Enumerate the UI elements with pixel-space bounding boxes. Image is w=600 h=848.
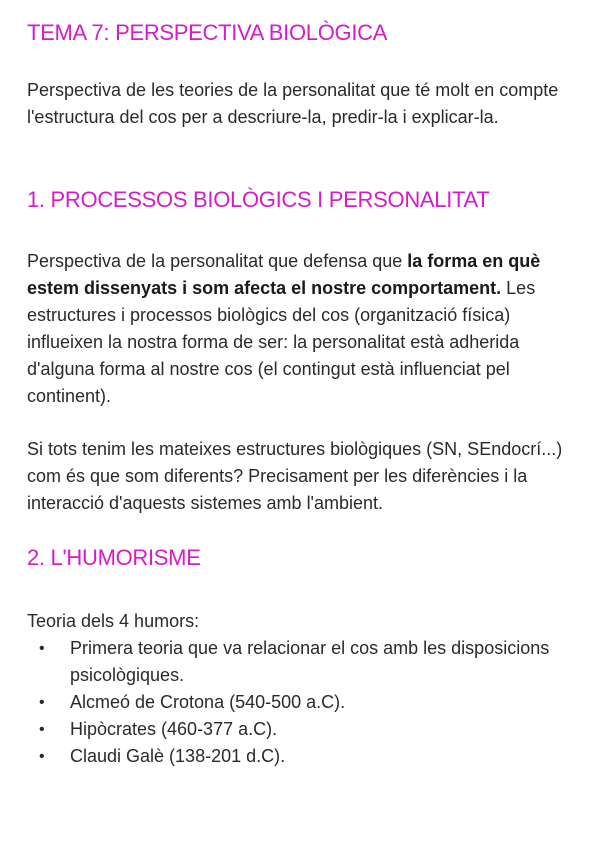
list-item-text: Hipòcrates (460-377 a.C). — [70, 719, 278, 739]
section1-p1-lead: Perspectiva de la personalitat que defensa que — [27, 251, 408, 271]
bullet-icon: • — [39, 640, 45, 657]
intro-paragraph: Perspectiva de les teories de la personalitat que té molt en compte l'estructura del cos per a descriure-la, predir-la i explicar-la. — [27, 80, 559, 127]
humors-list — [27, 635, 572, 770]
list-item — [27, 635, 572, 689]
list-item — [27, 716, 572, 743]
list-item-text: Primera teoria que va relacionar el cos amb les disposicions psicològiques. — [70, 638, 550, 685]
section1-paragraph-1 — [27, 248, 572, 410]
section1-p1-rest: Les estructures i processos biològics del cos (organització física) influeixen la nostra forma de ser: la personalitat està adherida d'alguna forma al nostre cos (el contingut està influenciat pel continent). — [27, 278, 536, 406]
list-item — [27, 689, 572, 716]
section1-p1-bold: la forma en què estem dissenyats i som afecta el nostre comportament. — [27, 251, 541, 298]
bullet-icon: • — [39, 721, 45, 738]
section1-heading: 1. PROCESSOS BIOLÒGICS I PERSONALITAT — [27, 187, 490, 212]
section1-paragraph-2: Si tots tenim les mateixes estructures biològiques (SN, SEndocrí...) com és que som diferents? Precisament per les diferències i la interacció d'aquests sistemes amb l'ambient. — [27, 439, 563, 513]
section2-subheading: Teoria dels 4 humors: — [27, 611, 200, 631]
bullet-icon: • — [39, 748, 45, 765]
bullet-icon: • — [39, 694, 45, 711]
section2-heading: 2. L'HUMORISME — [27, 545, 201, 570]
list-item-text: Claudi Galè (138-201 d.C). — [70, 746, 286, 766]
list-item — [27, 743, 572, 770]
list-item-text: Alcmeó de Crotona (540-500 a.C). — [70, 692, 346, 712]
page-title: TEMA 7: PERSPECTIVA BIOLÒGICA — [27, 20, 388, 45]
